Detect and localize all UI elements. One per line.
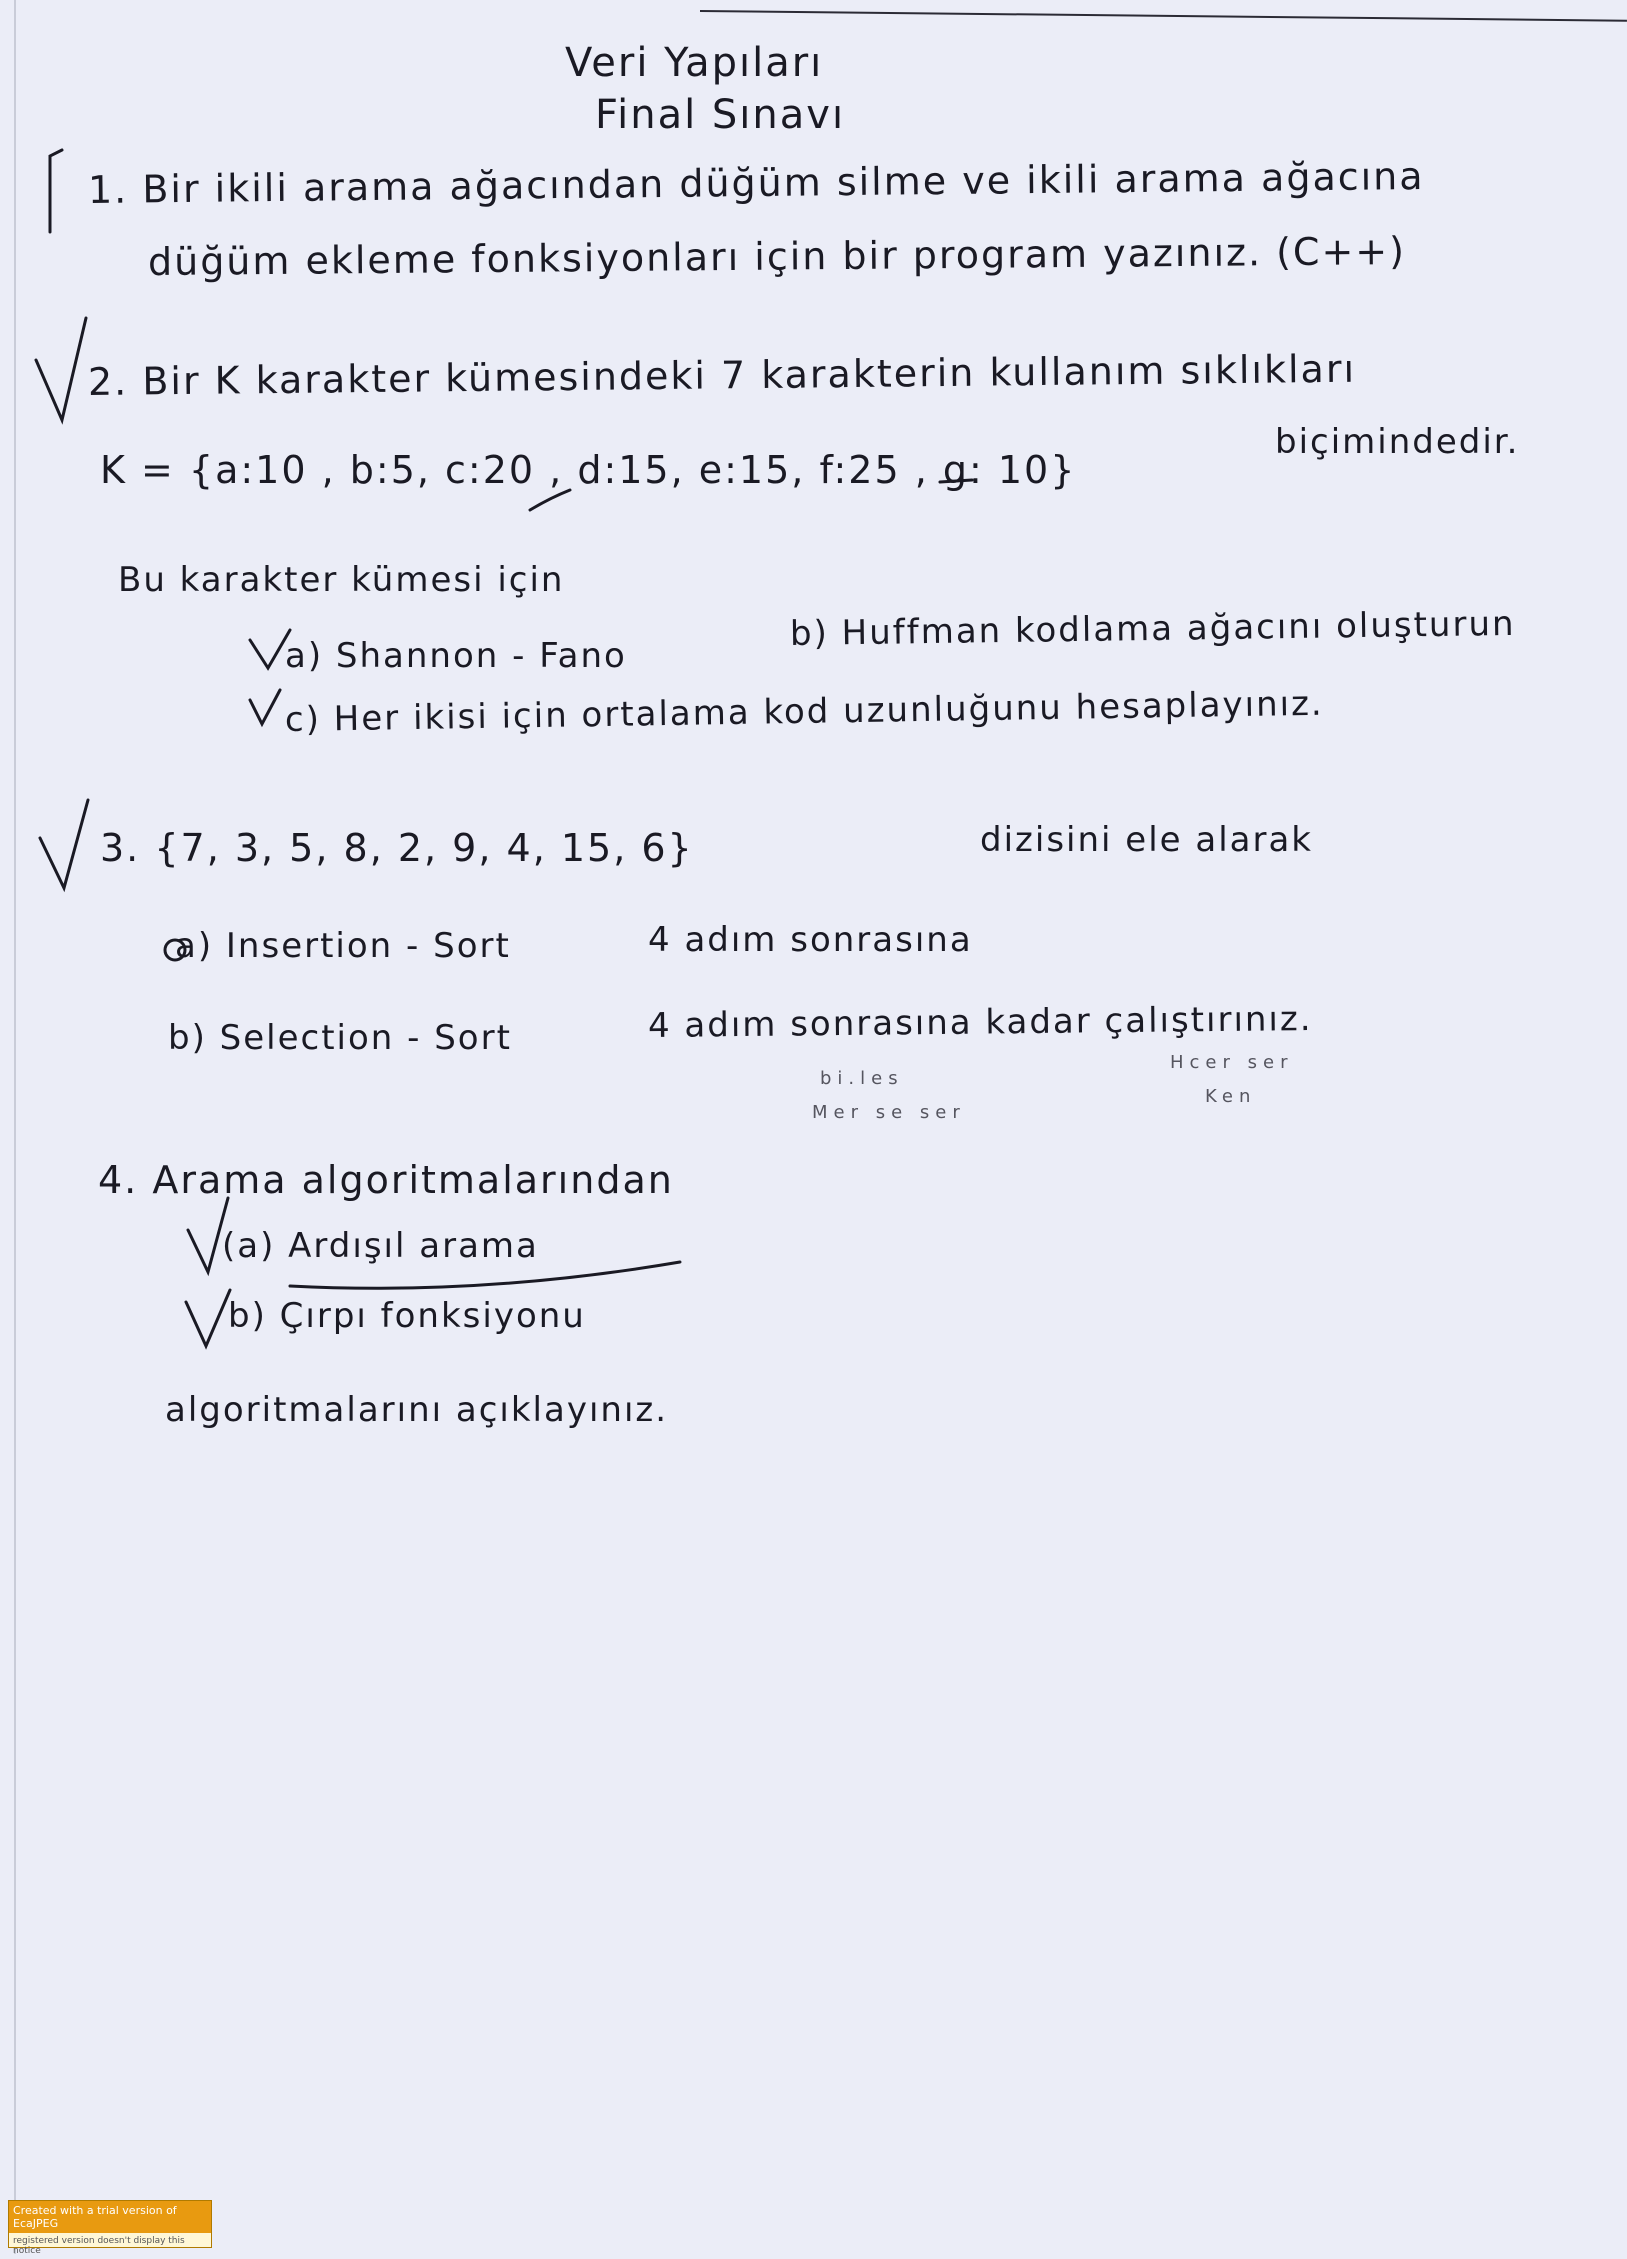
q4a-check-mark bbox=[188, 1198, 228, 1272]
q3-part-a: a) Insertion - Sort bbox=[175, 926, 511, 966]
q4-part-a: (a) Ardışıl arama bbox=[222, 1226, 539, 1266]
q3-faint-note-4: Ken bbox=[1205, 1086, 1257, 1107]
q4-part-b: b) Çırpı fonksiyonu bbox=[228, 1296, 586, 1336]
q3-line1-tail: dizisini ele alarak bbox=[980, 820, 1313, 860]
f25-underline-mark bbox=[940, 480, 972, 482]
c20-underline-mark bbox=[530, 490, 570, 510]
q3-part-b: b) Selection - Sort bbox=[168, 1018, 512, 1058]
exam-title-line1: Veri Yapıları bbox=[565, 40, 824, 86]
q3a-circle-mark bbox=[165, 940, 185, 960]
watermark-line1: Created with a trial version of EcaJPEG bbox=[9, 2201, 211, 2233]
q4b-check-mark bbox=[186, 1290, 230, 1346]
q3-part-a-tail: 4 adım sonrasına bbox=[648, 920, 973, 960]
q3-part-b-tail: 4 adım sonrasına kadar çalıştırınız. bbox=[647, 999, 1313, 1046]
watermark-line2: registered version doesn't display this notice bbox=[13, 2236, 185, 2256]
trial-watermark bbox=[8, 2200, 212, 2256]
q3-line1: 3. {7, 3, 5, 8, 2, 9, 4, 15, 6} bbox=[100, 826, 694, 870]
q2-part-a: a) Shannon - Fano bbox=[285, 636, 627, 676]
q4-line1: 4. Arama algoritmalarından bbox=[98, 1158, 674, 1202]
q4-line2: algoritmalarını açıklayınız. bbox=[165, 1390, 669, 1430]
q1-bracket-mark bbox=[50, 150, 62, 232]
q3-check-mark bbox=[40, 800, 88, 888]
q4a-underline-mark bbox=[290, 1262, 680, 1288]
q2-line1: 2. Bir K karakter kümesindeki 7 karakterin kullanım sıklıkları bbox=[87, 346, 1357, 404]
q1-line1: 1. Bir ikili arama ağacından düğüm silme ve ikili arama ağacına bbox=[87, 154, 1425, 212]
q3-faint-note-1: bi.les bbox=[820, 1068, 904, 1089]
exam-title-line2: Final Sınavı bbox=[595, 92, 846, 138]
q2-line2-tail: biçimindedir. bbox=[1275, 422, 1520, 462]
q2-line3: Bu karakter kümesi için bbox=[118, 560, 565, 600]
q2-set: K = {a:10 , b:5, c:20 , d:15, e:15, f:25 , g: 10} bbox=[100, 448, 1077, 492]
q2a-check-mark bbox=[250, 630, 290, 668]
q1-line2: düğüm ekleme fonksiyonları için bir program yazınız. (C++) bbox=[147, 229, 1407, 284]
q3-faint-note-3: Hcer ser bbox=[1170, 1052, 1294, 1073]
q2-part-c: c) Her ikisi için ortalama kod uzunluğunu hesaplayınız. bbox=[284, 683, 1324, 740]
q3-faint-note-2: Mer se ser bbox=[812, 1102, 966, 1123]
q2-part-b: b) Huffman kodlama ağacını oluşturun bbox=[789, 603, 1516, 654]
q2-check-mark bbox=[36, 318, 86, 420]
q2c-check-mark bbox=[250, 690, 280, 724]
